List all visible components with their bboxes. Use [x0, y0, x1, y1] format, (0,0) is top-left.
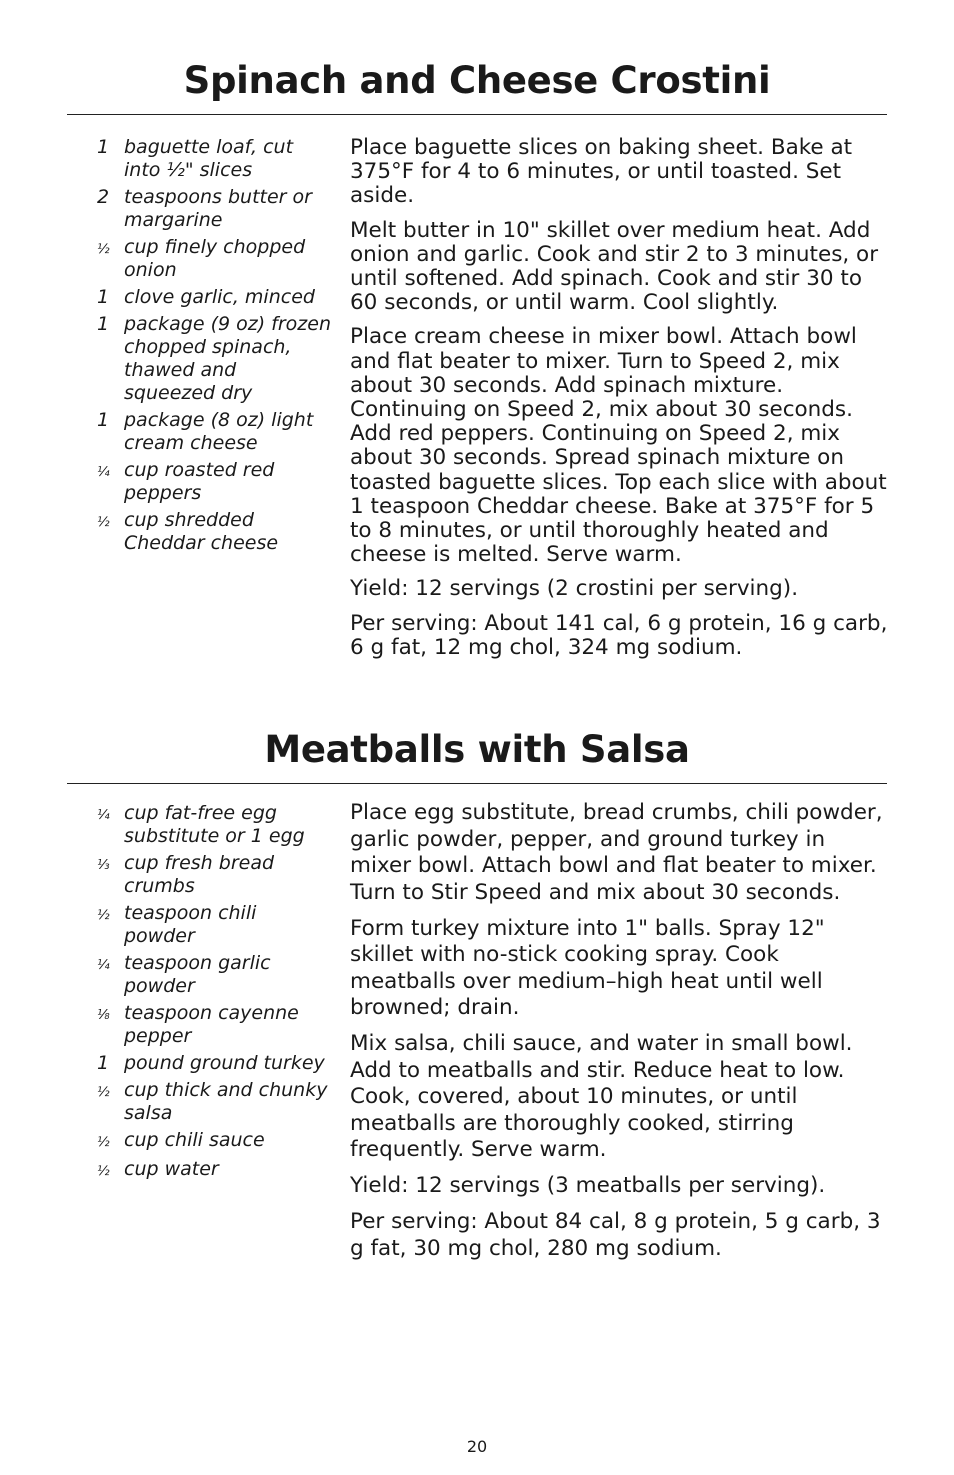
- ingredient-qty: 1: [97, 136, 110, 158]
- ingredient-text: cup roasted red peppers: [124, 459, 275, 504]
- ingredient-qty: ½: [97, 1085, 110, 1100]
- ingredient-item: [97, 952, 333, 998]
- ingredient-qty: ½: [97, 1135, 110, 1150]
- recipe-title: Meatballs with Salsa: [264, 728, 690, 771]
- instruction-step: Form turkey mixture into 1" balls. Spray 12" skillet with no-stick cooking spray. Cook meatballs over medium–high heat until well browned; drain.: [350, 915, 825, 1020]
- ingredient-text: cup chili sauce: [124, 1129, 265, 1151]
- ingredient-item: [97, 902, 333, 948]
- instruction-step: Place cream cheese in mixer bowl. Attach bowl and flat beater to mixer. Turn to Speed 2, mix about 30 seconds. Add spinach mixture. Continuing on Speed 2, mix about 30 seconds. Add red peppers. Continuing on Speed 2, mix about 30 seconds. Spread spinach mixture on toasted baguette slices. Top each slice with about 1 teaspoon Cheddar cheese. Bake at 375°F for 5 to 8 minutes, or until thoroughly heated and cheese is melted. Serve warm.: [350, 324, 887, 568]
- page-number: 20: [466, 1437, 488, 1456]
- ingredient-item: [97, 802, 333, 848]
- ingredient-item: [97, 186, 333, 232]
- ingredient-text: package (8 oz) light cream cheese: [124, 409, 314, 454]
- ingredient-qty: 1: [97, 409, 110, 431]
- nutrition-text: Per serving: About 141 cal, 6 g protein, 16 g carb, 6 g fat, 12 mg chol, 324 mg sodium.: [350, 610, 888, 660]
- ingredient-text: cup shredded Cheddar cheese: [124, 509, 279, 554]
- ingredient-item: [97, 1158, 333, 1183]
- ingredient-item: [97, 459, 333, 505]
- ingredient-item: [97, 409, 333, 455]
- instructions: [350, 136, 890, 670]
- yield-text: Yield: 12 servings (2 crostini per serving).: [350, 576, 799, 602]
- ingredient-item: [97, 1129, 333, 1154]
- ingredient-list: [97, 136, 333, 559]
- yield-text: Yield: 12 servings (3 meatballs per serving).: [350, 1173, 826, 1198]
- ingredient-text: teaspoon chili powder: [124, 902, 257, 947]
- ingredient-list: [97, 802, 333, 1187]
- instructions: [350, 800, 890, 1272]
- ingredient-qty: ¼: [97, 808, 110, 823]
- title-divider: [67, 114, 887, 115]
- ingredient-qty: ⅛: [97, 1008, 110, 1023]
- ingredient-item: [97, 136, 333, 182]
- ingredient-qty: 1: [97, 1052, 110, 1074]
- ingredient-qty: ¼: [97, 958, 110, 973]
- ingredient-item: [97, 313, 333, 405]
- instruction-step: Melt butter in 10" skillet over medium heat. Add onion and garlic. Cook and stir 2 to 3 minutes, or until softened. Add spinach. Cook and stir 30 to 60 seconds, or until warm. Cool slightly.: [350, 217, 879, 316]
- ingredient-item: [97, 852, 333, 898]
- ingredient-text: baguette loaf, cut into ½" slices: [124, 136, 294, 181]
- ingredient-text: clove garlic, minced: [124, 286, 315, 308]
- ingredient-text: teaspoon cayenne pepper: [124, 1002, 299, 1047]
- ingredient-text: pound ground turkey: [124, 1052, 325, 1074]
- ingredient-item: [97, 236, 333, 282]
- ingredient-qty: 2: [97, 186, 110, 208]
- ingredient-qty: ½: [97, 1164, 110, 1179]
- ingredient-qty: ½: [97, 908, 110, 923]
- ingredient-text: cup fresh bread crumbs: [124, 852, 275, 897]
- nutrition-text: Per serving: About 84 cal, 8 g protein, 5 g carb, 3 g fat, 30 mg chol, 280 mg sodium.: [350, 1209, 881, 1261]
- ingredient-item: [97, 1079, 333, 1125]
- ingredient-text: cup thick and chunky salsa: [124, 1079, 328, 1124]
- ingredient-text: cup fat-free egg substitute or 1 egg: [124, 802, 305, 847]
- instruction-step: Place egg substitute, bread crumbs, chili powder, garlic powder, pepper, and ground turkey in mixer bowl. Attach bowl and flat beater to mixer. Turn to Stir Speed and mix about 30 seconds.: [350, 800, 883, 905]
- ingredient-qty: ½: [97, 515, 110, 530]
- ingredient-text: teaspoon garlic powder: [124, 952, 271, 997]
- ingredient-item: [97, 509, 333, 555]
- instruction-step: Place baguette slices on baking sheet. Bake at 375°F for 4 to 6 minutes, or until toasted. Set aside.: [350, 135, 853, 209]
- ingredient-item: [97, 1002, 333, 1048]
- ingredient-qty: 1: [97, 286, 110, 308]
- recipe-title: Spinach and Cheese Crostini: [183, 59, 771, 102]
- ingredient-text: cup water: [124, 1158, 219, 1180]
- ingredient-text: teaspoons butter or margarine: [124, 186, 312, 231]
- ingredient-text: cup finely chopped onion: [124, 236, 306, 281]
- ingredient-item: [97, 286, 333, 309]
- ingredient-qty: ¼: [97, 465, 110, 480]
- ingredient-qty: ½: [97, 242, 110, 257]
- ingredient-item: [97, 1052, 333, 1075]
- instruction-step: Mix salsa, chili sauce, and water in small bowl. Add to meatballs and stir. Reduce heat to low. Cook, covered, about 10 minutes, or until meatballs are thoroughly cooked, stirring frequently. Serve warm.: [350, 1031, 853, 1162]
- title-divider: [67, 783, 887, 784]
- ingredient-qty: ⅓: [97, 858, 110, 873]
- ingredient-text: package (9 oz) frozen chopped spinach, thawed and squeezed dry: [124, 313, 332, 404]
- ingredient-qty: 1: [97, 313, 110, 335]
